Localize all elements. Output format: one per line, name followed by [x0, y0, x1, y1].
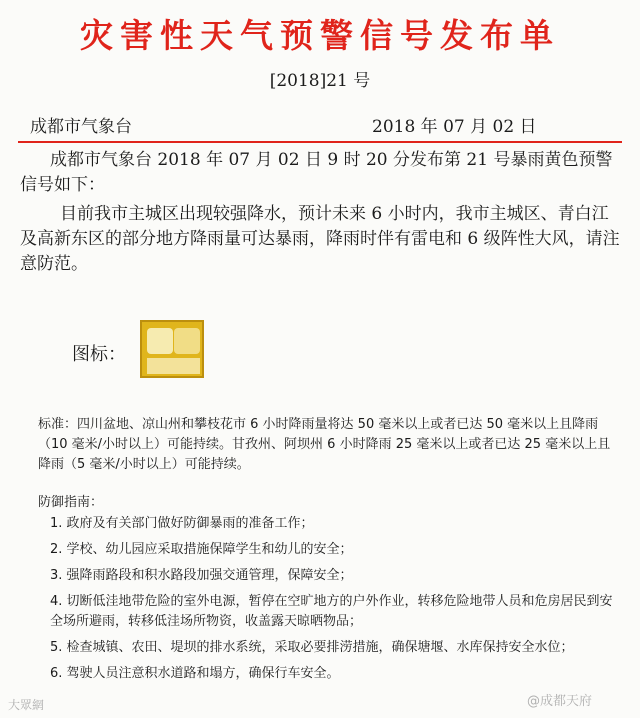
issue-date: 2018 年 07 月 02 日 [372, 117, 537, 137]
document-number: [2018]21 号 [269, 71, 371, 91]
document-title: 灾害性天气预警信号发布单 [80, 16, 560, 55]
paragraph-forecast: 目前我市主城区出现较强降水，预计未来 6 小时内，我市主城区、青白江及高新东区的部分地方降雨量可达暴雨，降雨时伴有雷电和 6 级阵性大风，请注意防范。 [20, 204, 620, 274]
watermark-left: 大眾網 [8, 698, 45, 712]
list-item: 3. 强降雨路段和积水路段加强交通管理，保障安全； [50, 568, 353, 583]
list-item: 2. 学校、幼儿园应采取措施保障学生和幼儿的安全； [50, 542, 353, 557]
paragraph-intro: 成都市气象台 2018 年 07 月 02 日 9 时 20 分发布第 21 号暴雨黄色预警信号如下： [20, 150, 613, 195]
list-item: 4. 切断低洼地带危险的室外电源，暂停在空旷地方的户外作业，转移危险地带人员和危房居民到安全场所避雨，转移低洼场所物资，收盖露天晾晒物品； [50, 594, 613, 629]
icon-label: 图标： [72, 344, 126, 365]
list-item: 6. 驾驶人员注意积水道路和塌方，确保行车安全。 [50, 666, 340, 681]
issuer: 成都市气象台 [30, 117, 132, 137]
list-item: 1. 政府及有关部门做好防御暴雨的准备工作； [50, 516, 314, 531]
warning-standard: 标准：四川盆地、凉山州和攀枝花市 6 小时降雨量将达 50 毫米以上或者已达 50 毫米以上且降雨（10 毫米/小时以上）可能持续。甘孜州、阿坝州 6 小时降雨 25 毫米以上或者已达 25 毫米以上且降雨（5 毫米/小时以上）可能持续。 [38, 417, 611, 472]
guide-list [50, 514, 620, 690]
watermark-right: @成都天府 [527, 694, 593, 709]
red-divider [18, 141, 622, 143]
list-item: 5. 检查城镇、农田、堤坝的排水系统，采取必要排涝措施，确保塘堰、水库保持安全水位； [50, 640, 574, 655]
rainstorm-yellow-signal-icon [140, 320, 204, 378]
guide-title: 防御指南： [38, 495, 104, 510]
